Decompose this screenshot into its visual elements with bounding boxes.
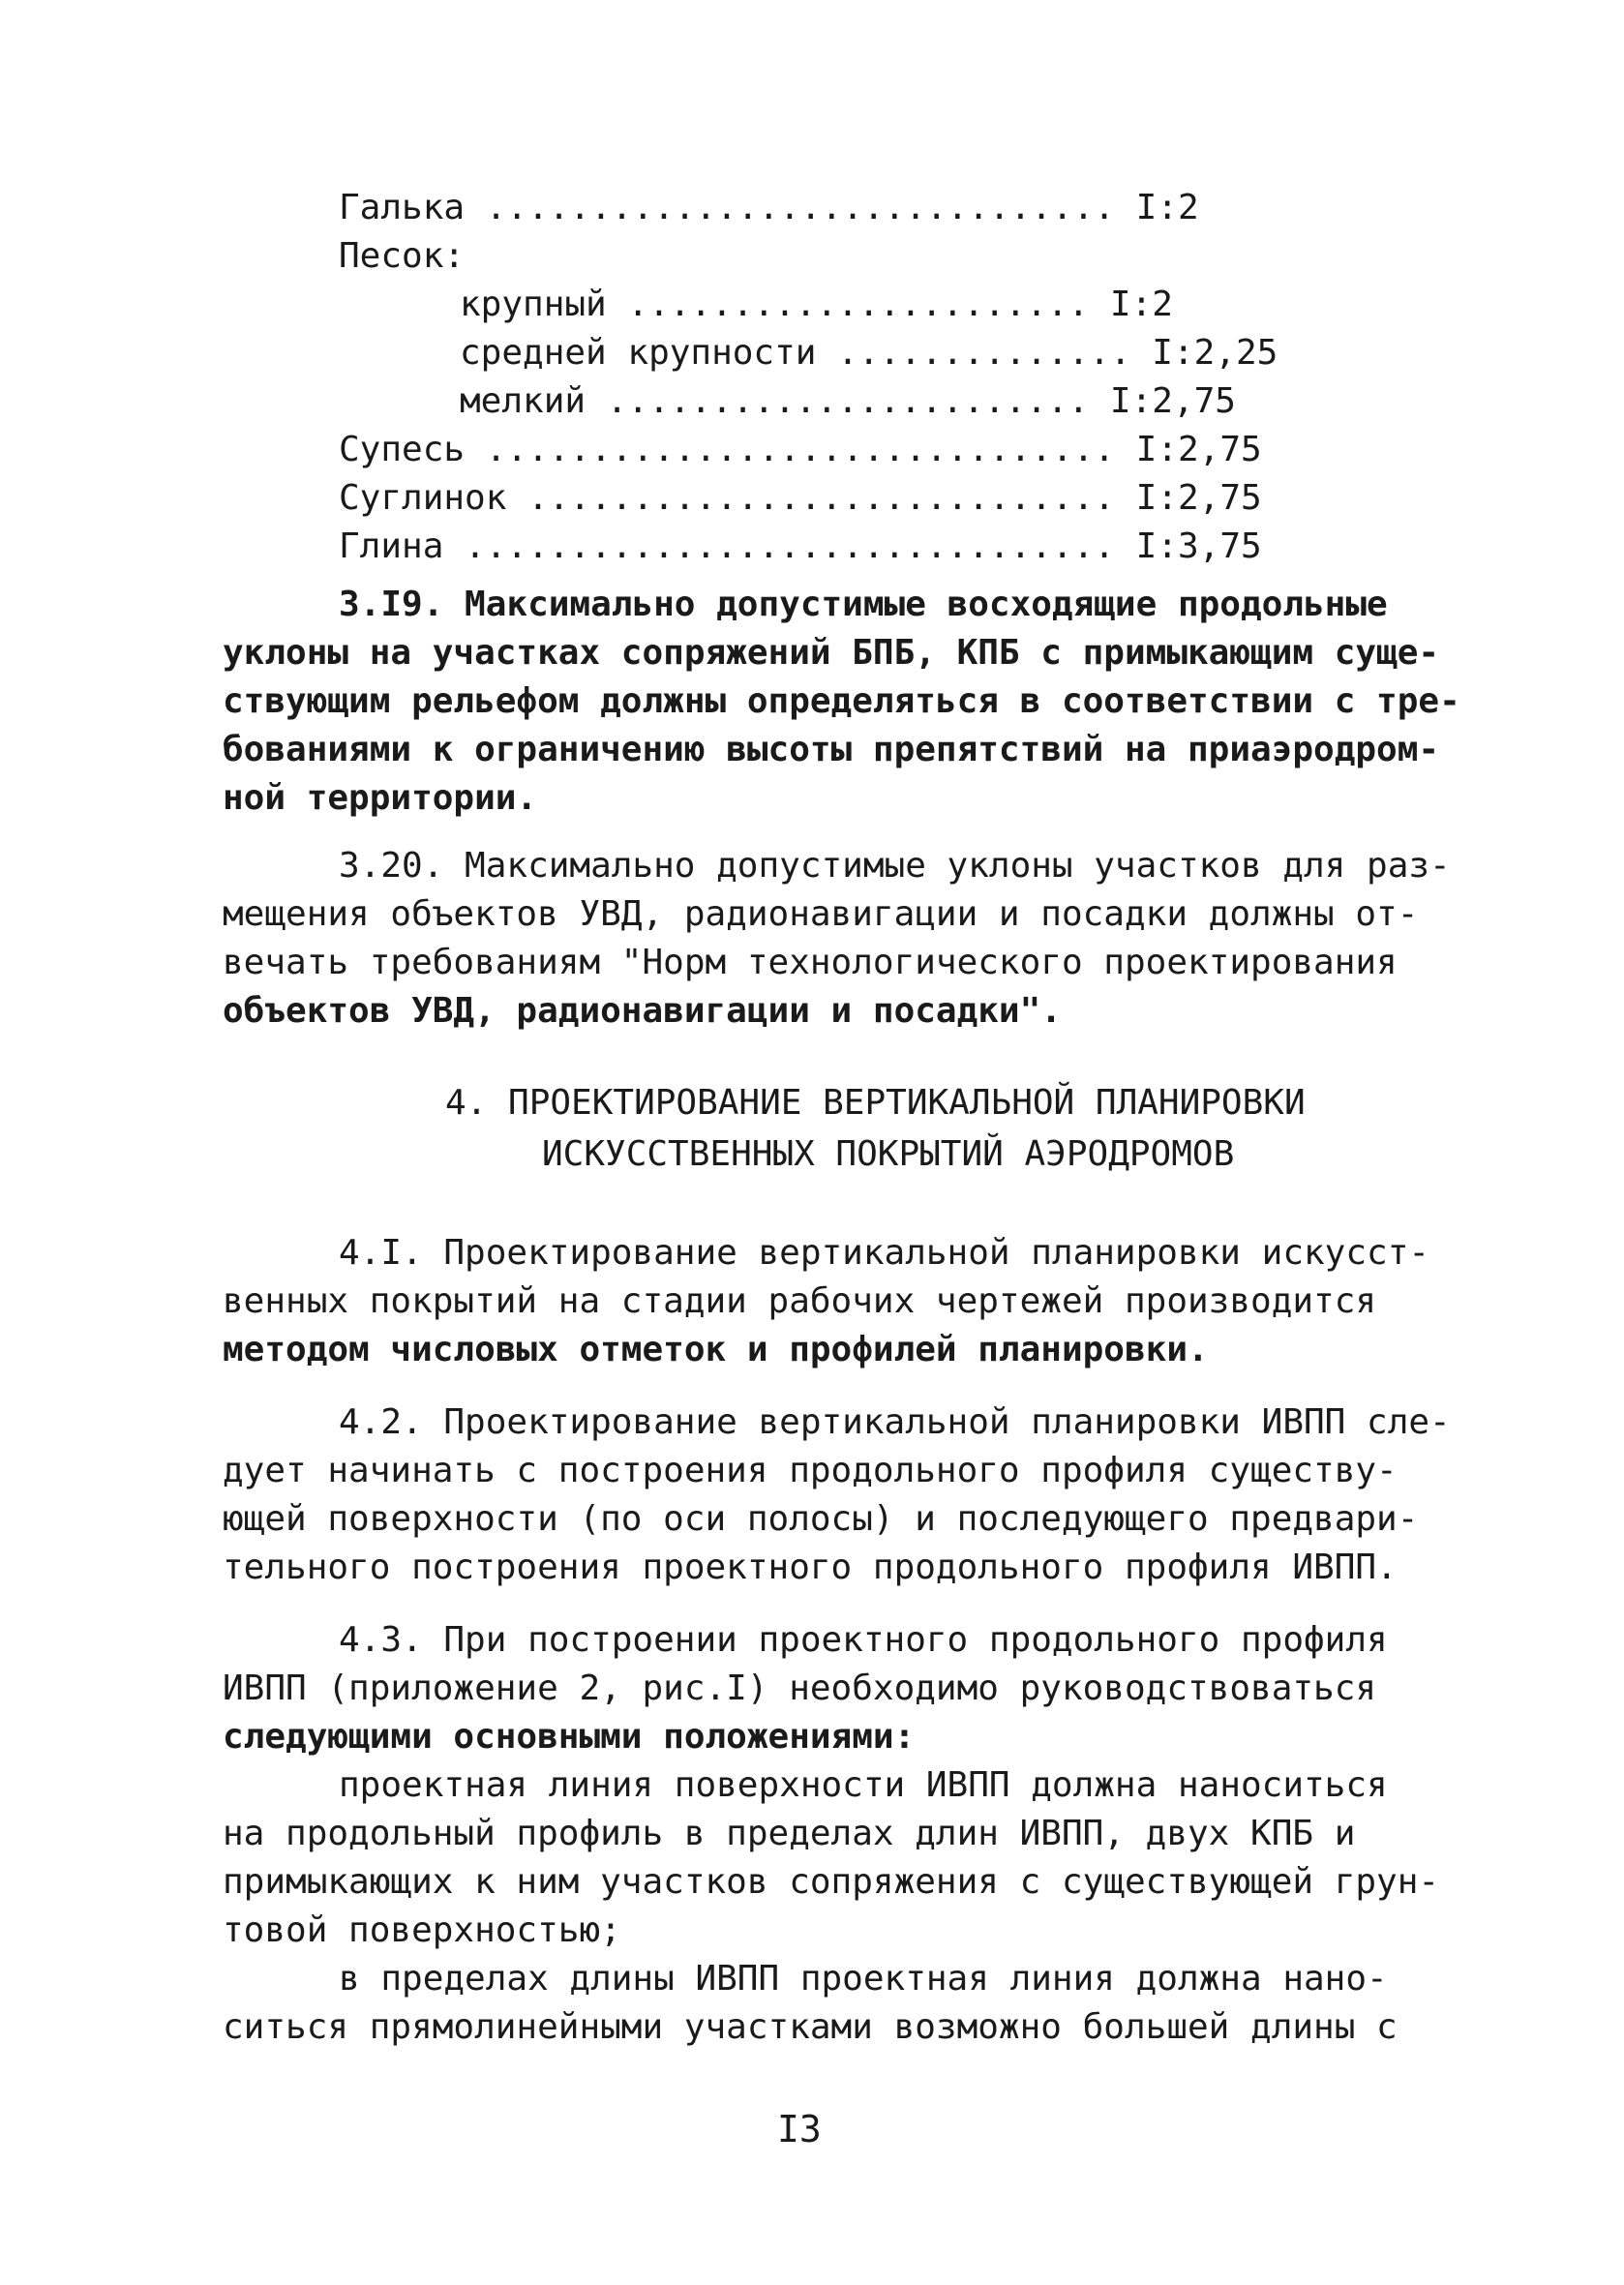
section-title-line: ИСКУССТВЕННЫХ ПОКРЫТИЙ АЭРОДРОМОВ — [542, 1134, 1235, 1174]
text-line: в пределах длины ИВПП проектная линия должна нано- — [339, 1959, 1388, 1999]
text-line: уклоны на участках сопряжений БПБ, КПБ с примыкающим суще- — [223, 633, 1440, 673]
text-line: примыкающих к ним участков сопряжения с существующей грун- — [223, 1862, 1440, 1902]
slope-row-sandy-loam: Супесь .............................. I:2,75 — [339, 430, 1262, 469]
slope-row-coarse: крупный ...................... I:2 — [460, 285, 1173, 324]
text-line: 4.I. Проектирование вертикальной планировки искусст- — [339, 1233, 1430, 1273]
text-line: объектов УВД, радионавигации и посадки". — [223, 991, 1062, 1031]
text-line: на продольный профиль в пределах длин ИВПП, двух КПБ и — [223, 1814, 1356, 1853]
page-number: I3 — [777, 2108, 822, 2150]
text-line: 3.I9. Максимально допустимые восходящие продольные — [339, 585, 1388, 624]
text-line: ной территории. — [223, 778, 538, 818]
text-line: 3.20. Максимально допустимые уклоны участков для раз- — [339, 846, 1451, 886]
text-line: ситься прямолинейными участками возможно большей длины с — [223, 2007, 1398, 2047]
text-line: вечать требованиям "Норм технологического проектирования — [223, 943, 1398, 982]
text-line: мещения объектов УВД, радионавигации и посадки должны от- — [223, 894, 1419, 934]
text-line: ИВПП (приложение 2, рис.I) необходимо руководствоваться — [223, 1669, 1377, 1708]
text-line: 4.3. При построении проектного продольного профиля — [339, 1620, 1388, 1660]
text-line: дует начинать с построения продольного профиля существу- — [223, 1451, 1398, 1490]
text-line: следующими основными положениями: — [223, 1717, 916, 1757]
slope-row-fine: мелкий ....................... I:2,75 — [460, 381, 1236, 421]
text-line: ствующим рельефом должны определяться в соответствии с тре- — [223, 681, 1460, 721]
text-line: 4.2. Проектирование вертикальной планировки ИВПП сле- — [339, 1402, 1451, 1442]
text-line: венных покрытий на стадии рабочих чертежей производится — [223, 1281, 1377, 1321]
section-title-line: 4. ПРОЕКТИРОВАНИЕ ВЕРТИКАЛЬНОЙ ПЛАНИРОВКИ — [445, 1083, 1306, 1123]
slope-row-clay: Глина ............................... I:3,75 — [339, 526, 1262, 566]
text-line: ющей поверхности (по оси полосы) и последующего предвари- — [223, 1499, 1419, 1539]
text-line: бованиями к ограничению высоты препятствий на приаэродром- — [223, 730, 1440, 769]
slope-row-loam: Суглинок ............................ I:2,75 — [339, 478, 1262, 518]
text-line: методом числовых отметок и профилей планировки. — [223, 1330, 1209, 1369]
text-line: тельного построения проектного продольного профиля ИВПП. — [223, 1548, 1398, 1587]
text-line: проектная линия поверхности ИВПП должна наноситься — [339, 1765, 1388, 1805]
slope-row-pebble: Галька .............................. I:2 — [339, 188, 1199, 227]
text-line: товой поверхностью; — [223, 1910, 621, 1950]
slope-row-medium: средней крупности .............. I:2,25 — [460, 333, 1278, 373]
slope-row-sand-header: Песок: — [339, 236, 466, 276]
